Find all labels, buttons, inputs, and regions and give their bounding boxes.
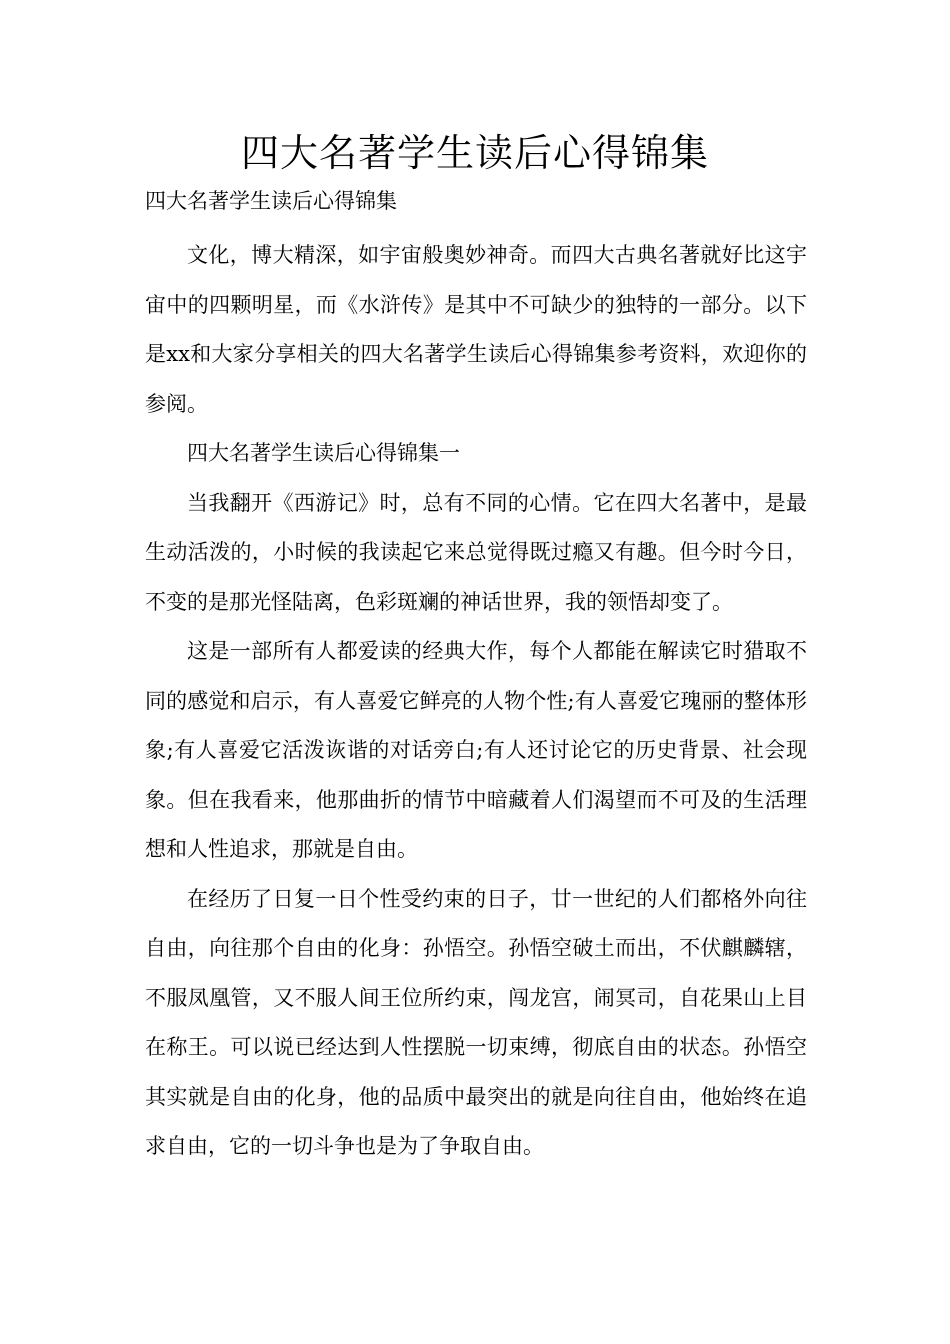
document-body [145, 231, 807, 1172]
section-heading: 四大名著学生读后心得锦集一 [187, 441, 460, 465]
document-title: 四大名著学生读后心得锦集 [240, 131, 709, 175]
body-paragraph: 当我翻开《西游记》时，总有不同的心情。它在四大名著中，是最生动活泼的，小时候的我读起它来总觉得既过瘾又有趣。但今时今日，不变的是那光怪陆离，色彩斑斓的神话世界，我的领悟却变了。 [145, 490, 807, 614]
body-paragraph: 这是一部所有人都爱读的经典大作，每个人都能在解读它时猎取不同的感觉和启示，有人喜爱它鲜亮的人物个性;有人喜爱它瑰丽的整体形象;有人喜爱它活泼诙谐的对话旁白;有人还讨论它的历史背景、社会现象。但在我看来，他那曲折的情节中暗藏着人们渴望而不可及的生活理想和人性追求，那就是自由。 [145, 639, 807, 861]
document-subtitle: 四大名著学生读后心得锦集 [145, 189, 397, 213]
intro-paragraph: 文化，博大精深，如宇宙般奥妙神奇。而四大古典名著就好比这宇宙中的四颗明星，而《水浒传》是其中不可缺少的独特的一部分。以下是xx和大家分享相关的四大名著学生读后心得锦集参考资料，欢迎你的参阅。 [145, 243, 807, 416]
body-paragraph: 在经历了日复一日个性受约束的日子，廿一世纪的人们都格外向往自由，向往那个自由的化身：孙悟空。孙悟空破土而出，不伏麒麟辖，不服凤凰管，又不服人间王位所约束，闯龙宫，闹冥司，自花果山上目在称王。可以说已经达到人性摆脱一切束缚，彻底自由的状态。孙悟空其实就是自由的化身，他的品质中最突出的就是向往自由，他始终在追求自由，它的一切斗争也是为了争取自由。 [145, 886, 807, 1158]
